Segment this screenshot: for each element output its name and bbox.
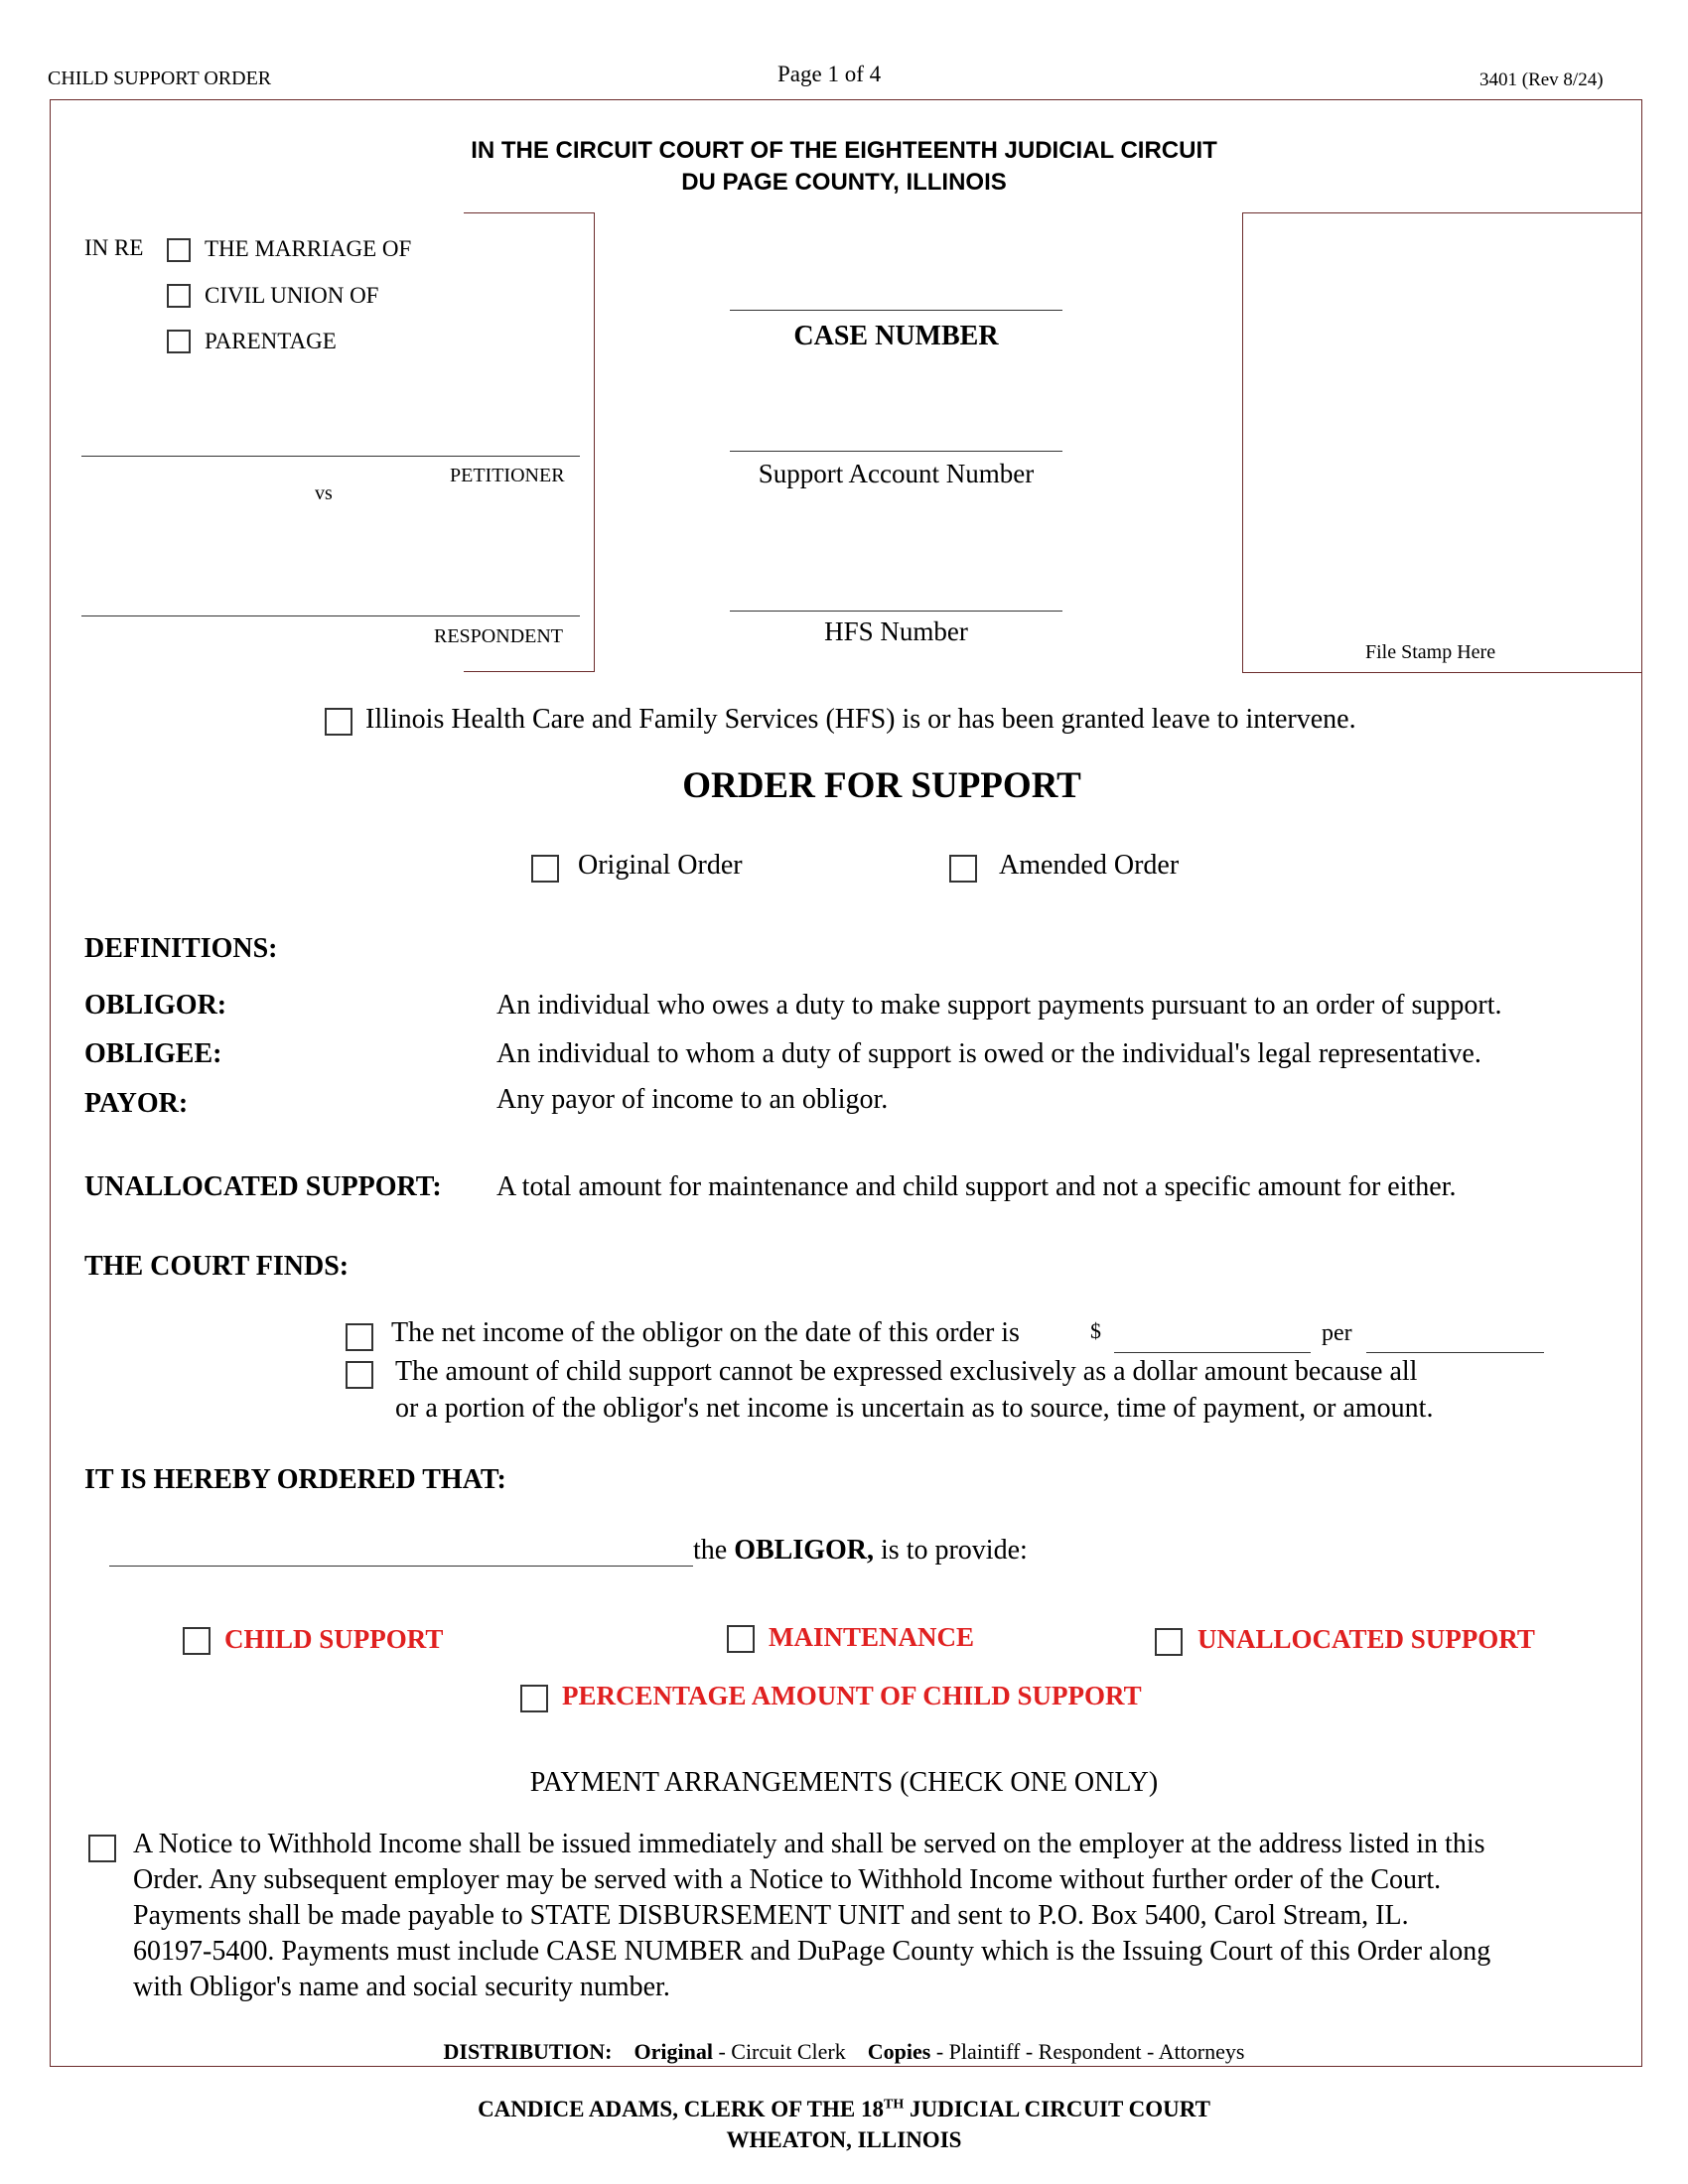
withhold-income-checkbox[interactable] xyxy=(88,1835,116,1862)
amended-order-checkbox[interactable] xyxy=(949,855,977,883)
distribution-label: DISTRIBUTION: xyxy=(443,2039,613,2064)
unallocated-term: UNALLOCATED SUPPORT: xyxy=(84,1171,442,1202)
petitioner-label: PETITIONER xyxy=(450,465,565,486)
definitions-heading: DEFINITIONS: xyxy=(84,933,278,964)
form-number: 3401 (Rev 8/24) xyxy=(1479,69,1604,90)
parentage-checkbox[interactable] xyxy=(167,330,191,353)
petitioner-line[interactable] xyxy=(81,456,580,457)
net-income-amount-field[interactable] xyxy=(1114,1352,1311,1353)
payor-definition: Any payor of income to an obligor. xyxy=(496,1084,889,1115)
clerk-name-pre: CANDICE ADAMS, CLERK OF THE 18 xyxy=(478,2097,884,2121)
unallocated-definition: A total amount for maintenance and child support and not a specific amount for either. xyxy=(496,1171,1457,1202)
file-stamp-box xyxy=(1242,212,1642,673)
clerk-name-sup: TH xyxy=(884,2097,905,2113)
distribution-original: Original xyxy=(633,2039,713,2064)
support-account-label: Support Account Number xyxy=(758,459,1035,488)
page-indicator: Page 1 of 4 xyxy=(777,62,882,86)
net-income-period-field[interactable] xyxy=(1366,1352,1544,1353)
dollar-sign: $ xyxy=(1090,1318,1101,1343)
net-income-label: The net income of the obligor on the date of this order is xyxy=(391,1317,1020,1348)
distribution-copies: Copies xyxy=(867,2039,931,2064)
parentage-label: PARENTAGE xyxy=(205,329,337,353)
ordered-heading: IT IS HEREBY ORDERED THAT: xyxy=(84,1464,506,1495)
obligor-word: OBLIGOR, xyxy=(734,1535,875,1566)
withhold-line-3: Payments shall be made payable to STATE DISBURSEMENT UNIT and sent to P.O. Box 5400, Carol Stream, IL. xyxy=(133,1900,1409,1931)
per-label: per xyxy=(1322,1320,1352,1346)
percentage-support-checkbox[interactable] xyxy=(520,1685,548,1712)
order-title: ORDER FOR SUPPORT xyxy=(682,765,1081,806)
hfs-number-label: HFS Number xyxy=(824,616,968,646)
withhold-line-4: 60197-5400. Payments must include CASE NUMBER and DuPage County which is the Issuing Court of this Order along xyxy=(133,1936,1491,1967)
withhold-line-5: with Obligor's name and social security number. xyxy=(133,1972,670,2002)
support-account-line[interactable] xyxy=(730,451,1062,452)
hfs-intervene-label: Illinois Health Care and Family Services (HFS) is or has been granted leave to intervene. xyxy=(365,704,1356,735)
in-re-label: IN RE xyxy=(84,235,144,260)
marriage-checkbox[interactable] xyxy=(167,238,191,262)
case-number-line[interactable] xyxy=(730,310,1062,311)
obligee-definition: An individual to whom a duty of support is owed or the individual's legal representative. xyxy=(496,1038,1481,1069)
percentage-support-label: PERCENTAGE AMOUNT OF CHILD SUPPORT xyxy=(562,1681,1142,1710)
caption-right-rule xyxy=(594,212,595,671)
respondent-line[interactable] xyxy=(81,615,580,616)
vs-label: vs xyxy=(315,482,333,504)
court-line-1: IN THE CIRCUIT COURT OF THE EIGHTEENTH JUDICIAL CIRCUIT xyxy=(471,137,1217,164)
court-finds-heading: THE COURT FINDS: xyxy=(84,1251,350,1282)
case-number-label: CASE NUMBER xyxy=(793,321,999,351)
clerk-name xyxy=(0,2097,1688,2122)
child-support-checkbox[interactable] xyxy=(183,1627,211,1655)
distribution-line xyxy=(0,2039,1688,2065)
form-title: CHILD SUPPORT ORDER xyxy=(48,68,272,89)
withhold-line-2: Order. Any subsequent employer may be served with a Notice to Withhold Income without further order of the Court. xyxy=(133,1864,1442,1895)
maintenance-checkbox[interactable] xyxy=(727,1625,755,1653)
caption-bottom-rule xyxy=(464,671,595,672)
obligor-term: OBLIGOR: xyxy=(84,990,227,1021)
obligee-term: OBLIGEE: xyxy=(84,1038,222,1069)
obligor-name-field[interactable] xyxy=(109,1566,693,1567)
hfs-number-line[interactable] xyxy=(730,611,1062,612)
the-word: the xyxy=(693,1535,728,1566)
caption-top-rule xyxy=(464,212,595,213)
civil-union-checkbox[interactable] xyxy=(167,284,191,308)
payor-term: PAYOR: xyxy=(84,1088,189,1119)
obligor-provide-text xyxy=(693,1535,1028,1567)
distribution-copies-to: - Plaintiff - Respondent - Attorneys xyxy=(930,2039,1245,2064)
payment-heading: PAYMENT ARRANGEMENTS (CHECK ONE ONLY) xyxy=(529,1767,1159,1798)
maintenance-label: MAINTENANCE xyxy=(769,1622,975,1652)
withhold-line-1: A Notice to Withhold Income shall be issued immediately and shall be served on the employer at the address listed in this xyxy=(133,1829,1485,1859)
respondent-label: RESPONDENT xyxy=(434,625,564,647)
uncertain-income-checkbox[interactable] xyxy=(346,1361,373,1389)
uncertain-income-line-1: The amount of child support cannot be expressed exclusively as a dollar amount because all xyxy=(395,1356,1418,1387)
clerk-name-post: JUDICIAL CIRCUIT COURT xyxy=(904,2097,1210,2121)
obligor-definition: An individual who owes a duty to make support payments pursuant to an order of support. xyxy=(496,990,1502,1021)
original-order-label: Original Order xyxy=(578,850,743,881)
unallocated-support-label: UNALLOCATED SUPPORT xyxy=(1197,1624,1535,1654)
court-line-2: DU PAGE COUNTY, ILLINOIS xyxy=(681,169,1007,196)
unallocated-support-checkbox[interactable] xyxy=(1155,1628,1183,1656)
clerk-city: WHEATON, ILLINOIS xyxy=(726,2127,962,2152)
civil-union-label: CIVIL UNION OF xyxy=(205,283,379,308)
amended-order-label: Amended Order xyxy=(999,850,1180,881)
hfs-intervene-checkbox[interactable] xyxy=(325,708,352,736)
original-order-checkbox[interactable] xyxy=(531,855,559,883)
file-stamp-label: File Stamp Here xyxy=(1365,641,1496,663)
marriage-label: THE MARRIAGE OF xyxy=(205,236,412,261)
uncertain-income-line-2: or a portion of the obligor's net income is uncertain as to source, time of payment, or amount. xyxy=(395,1393,1434,1424)
child-support-label: CHILD SUPPORT xyxy=(224,1624,444,1654)
net-income-checkbox[interactable] xyxy=(346,1323,373,1351)
to-provide-word: is to provide: xyxy=(881,1535,1028,1566)
distribution-original-to: - Circuit Clerk xyxy=(712,2039,846,2064)
